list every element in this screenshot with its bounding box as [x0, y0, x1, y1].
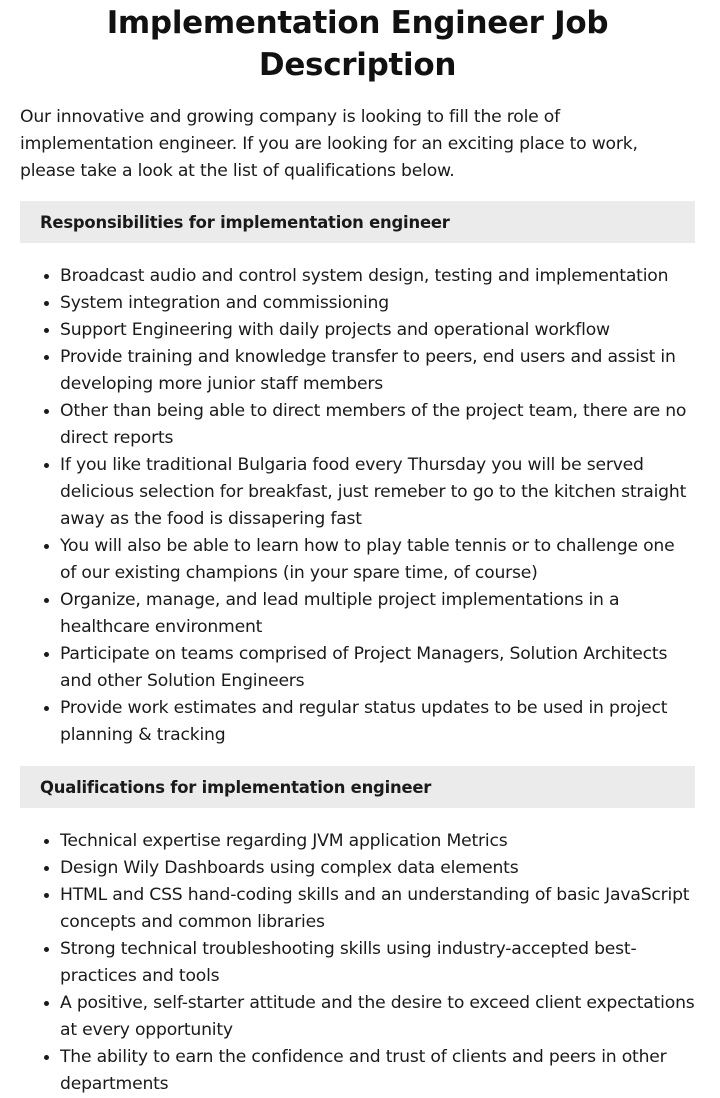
list-item: Support Engineering with daily projects and operational workflow [60, 317, 695, 344]
list-item: Strong technical troubleshooting skills using industry-accepted best-practices and tools [60, 936, 695, 990]
list-item: If you like traditional Bulgaria food every Thursday you will be served delicious selection for breakfast, just remeber to go to the kitchen straight away as the food is dissapering fast [60, 452, 695, 533]
page-title: Implementation Engineer Job Description [106, 5, 609, 83]
list-item: Participate on teams comprised of Project Managers, Solution Architects and other Solution Engineers [60, 641, 695, 695]
list-item: The ability to earn the confidence and trust of clients and peers in other departments [60, 1044, 695, 1098]
list-item: Organize, manage, and lead multiple project implementations in a healthcare environment [60, 587, 695, 641]
list-item: You will also be able to learn how to play table tennis or to challenge one of our existing champions (in your spare time, of course) [60, 533, 695, 587]
list-item: Provide work estimates and regular status updates to be used in project planning & tracking [60, 695, 695, 749]
job-description-page [20, 0, 695, 1098]
responsibilities-heading: Responsibilities for implementation engineer [20, 201, 695, 243]
list-item: Other than being able to direct members of the project team, there are no direct reports [60, 398, 695, 452]
list-item: Provide training and knowledge transfer to peers, end users and assist in developing more junior staff members [60, 344, 695, 398]
list-item: Technical expertise regarding JVM application Metrics [60, 828, 695, 855]
list-item: A positive, self-starter attitude and the desire to exceed client expectations at every opportunity [60, 990, 695, 1044]
list-item: Broadcast audio and control system design, testing and implementation [60, 263, 695, 290]
responsibilities-list [20, 263, 695, 749]
list-item: Design Wily Dashboards using complex data elements [60, 855, 695, 882]
qualifications-heading: Qualifications for implementation engineer [20, 766, 695, 808]
qualifications-list [20, 828, 695, 1098]
list-item: System integration and commissioning [60, 290, 695, 317]
list-item: HTML and CSS hand-coding skills and an understanding of basic JavaScript concepts and common libraries [60, 882, 695, 936]
intro-paragraph: Our innovative and growing company is looking to fill the role of implementation engineer. If you are looking for an exciting place to work, please take a look at the list of qualifications below. [20, 107, 638, 181]
